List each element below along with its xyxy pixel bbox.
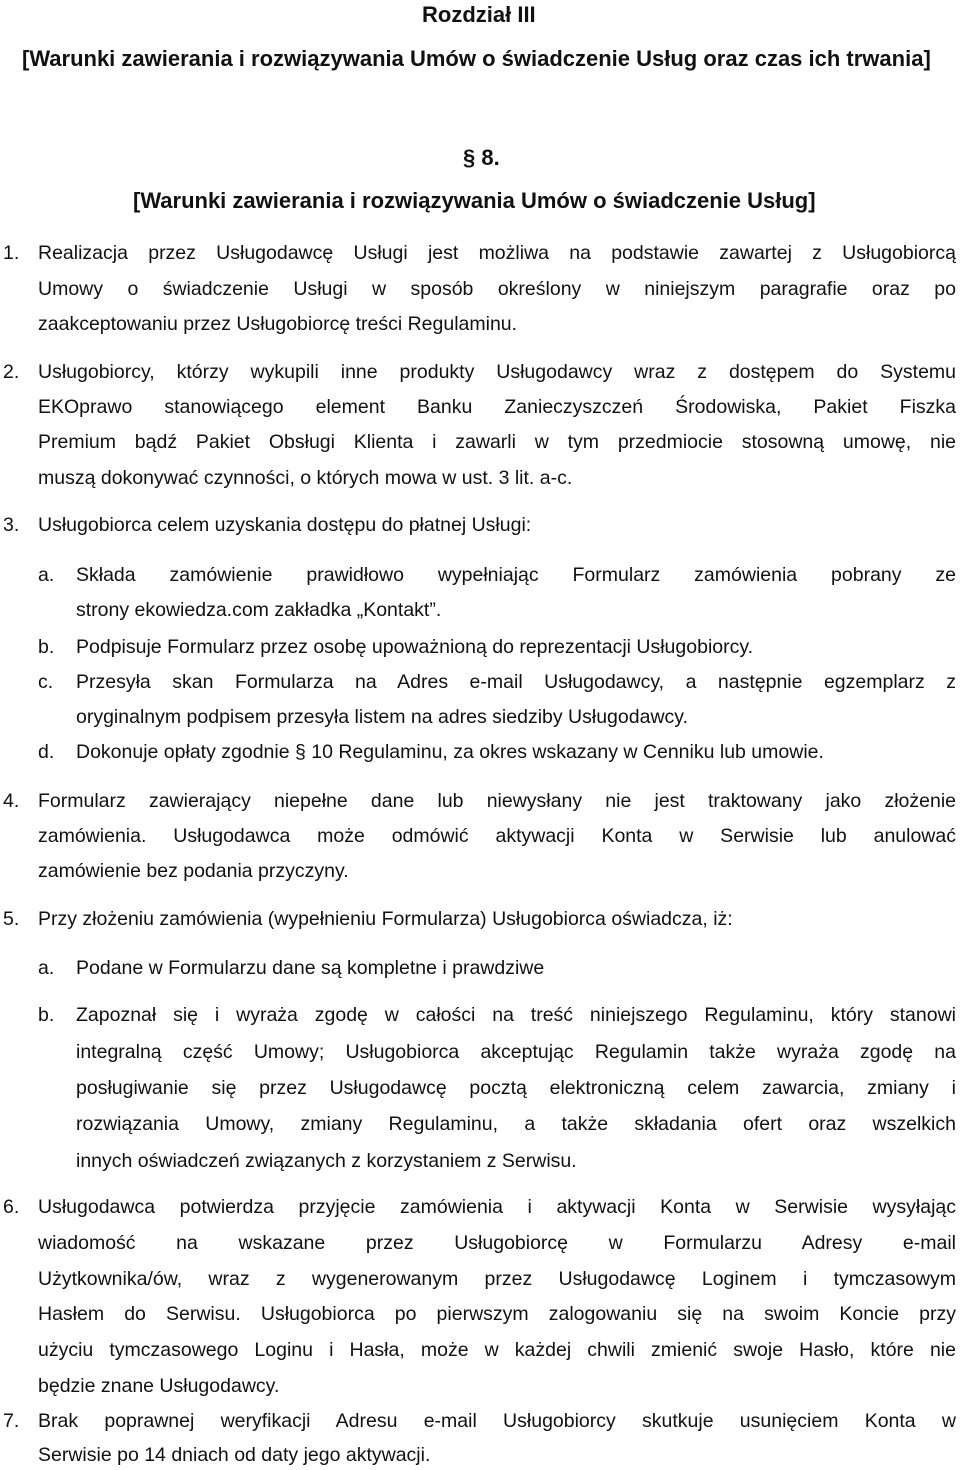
item-line: EKOprawo stanowiącego element Banku Zanieczyszczeń Środowiska, Pakiet Fiszka: [38, 396, 956, 418]
chapter-heading: Rozdział III: [422, 2, 536, 27]
item-line: użyciu tymczasowego Loginu i Hasła, może w każdej chwili zmienić swoje Hasło, które nie: [38, 1339, 956, 1361]
item-line: Umowy o świadczenie Usługi w sposób określony w niniejszym paragrafie oraz po: [38, 278, 956, 300]
item-line: rozwiązania Umowy, zmiany Regulaminu, a także składania ofert oraz wszelkich: [76, 1113, 956, 1135]
item-line: strony ekowiedza.com zakładka „Kontakt”.: [76, 599, 442, 621]
item-line: innych oświadczeń związanych z korzystaniem z Serwisu.: [76, 1150, 577, 1172]
item-line: będzie znane Usługodawcy.: [38, 1375, 280, 1397]
item-line: Usługobiorca celem uzyskania dostępu do płatnej Usługi:: [38, 514, 532, 536]
item-line: Formularz zawierający niepełne dane lub niewysłany nie jest traktowany jako złożenie: [38, 790, 956, 812]
item-line: Składa zamówienie prawidłowo wypełniając Formularz zamówienia pobrany ze: [76, 564, 956, 586]
item-letter: c.: [38, 671, 54, 693]
item-line: zamówienie bez podania przyczyny.: [38, 860, 349, 882]
item-line: Przy złożeniu zamówienia (wypełnieniu Formularza) Usługobiorca oświadcza, iż:: [38, 908, 733, 930]
item-letter: a.: [38, 564, 55, 586]
item-number: 6.: [3, 1196, 20, 1218]
item-number: 7.: [3, 1410, 20, 1432]
item-line: integralną część Umowy; Usługobiorca akceptując Regulamin także wyraża zgodę na: [76, 1041, 956, 1063]
item-line: posługiwanie się przez Usługodawcę pocztą elektroniczną celem zawarcia, zmiany i: [76, 1077, 956, 1099]
item-line: Dokonuje opłaty zgodnie § 10 Regulaminu, za okres wskazany w Cenniku lub umowie.: [76, 741, 824, 763]
item-line: Serwisie po 14 dniach od daty jego aktywacji.: [38, 1444, 431, 1466]
item-line: Brak poprawnej weryfikacji Adresu e-mail Usługobiorcy skutkuje usunięciem Konta w: [38, 1410, 956, 1432]
item-line: Użytkownika/ów, wraz z wygenerowanym przez Usługodawcę Loginem i tymczasowym: [38, 1268, 956, 1290]
item-line: Usługodawca potwierdza przyjęcie zamówienia i aktywacji Konta w Serwisie wysyłając: [38, 1196, 956, 1218]
item-line: zaakceptowaniu przez Usługobiorcę treści Regulaminu.: [38, 313, 518, 335]
item-number: 3.: [3, 514, 20, 536]
item-line: muszą dokonywać czynności, o których mowa w ust. 3 lit. a-c.: [38, 467, 573, 489]
item-line: Realizacja przez Usługodawcę Usługi jest możliwa na podstawie zawartej z Usługobiorcą: [38, 242, 956, 264]
item-letter: a.: [38, 957, 55, 979]
section-number: § 8.: [463, 145, 500, 170]
item-line: Hasłem do Serwisu. Usługobiorca po pierwszym zalogowaniu się na swoim Koncie przy: [38, 1303, 956, 1325]
item-line: wiadomość na wskazane przez Usługobiorcę w Formularzu Adresy e-mail: [38, 1232, 956, 1254]
item-line: Podpisuje Formularz przez osobę upoważnioną do reprezentacji Usługobiorcy.: [76, 636, 754, 658]
item-line: Premium bądź Pakiet Obsługi Klienta i zawarli w tym przedmiocie stosowną umowę, nie: [38, 431, 956, 453]
item-line: Usługobiorcy, którzy wykupili inne produkty Usługodawcy wraz z dostępem do Systemu: [38, 361, 956, 383]
item-number: 2.: [3, 361, 20, 383]
chapter-title: [Warunki zawierania i rozwiązywania Umów o świadczenie Usług oraz czas ich trwania]: [22, 46, 931, 71]
item-letter: b.: [38, 636, 55, 658]
item-line: Zapoznał się i wyraża zgodę w całości na treść niniejszego Regulaminu, który stanowi: [76, 1004, 956, 1026]
item-number: 4.: [3, 790, 20, 812]
item-line: zamówienia. Usługodawca może odmówić aktywacji Konta w Serwisie lub anulować: [38, 825, 956, 847]
item-letter: d.: [38, 741, 55, 763]
item-line: Podane w Formularzu dane są kompletne i prawdziwe: [76, 957, 545, 979]
item-line: Przesyła skan Formularza na Adres e-mail Usługodawcy, a następnie egzemplarz z: [76, 671, 956, 693]
item-number: 5.: [3, 908, 20, 930]
item-letter: b.: [38, 1004, 55, 1026]
item-line: oryginalnym podpisem przesyła listem na adres siedziby Usługodawcy.: [76, 706, 688, 728]
item-number: 1.: [3, 242, 20, 264]
section-title: [Warunki zawierania i rozwiązywania Umów o świadczenie Usług]: [133, 188, 816, 213]
